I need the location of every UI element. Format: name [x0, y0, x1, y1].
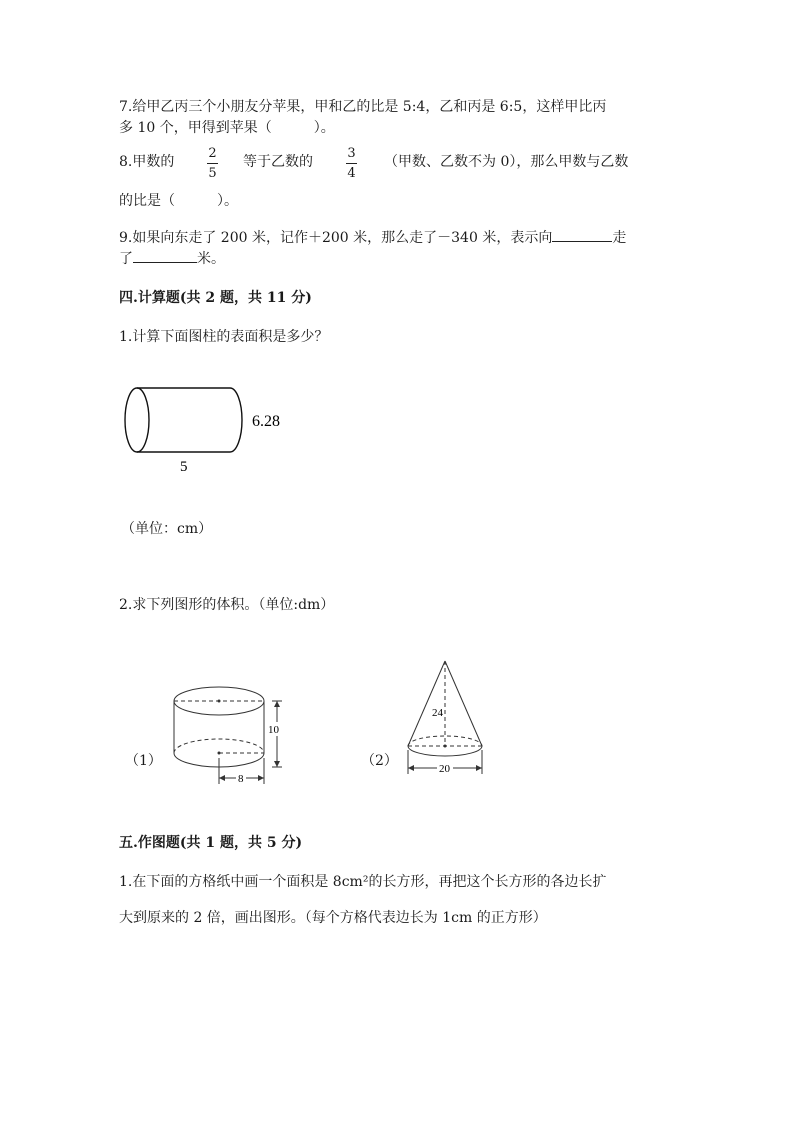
section-4-q1-text: 1.计算下面图柱的表面积是多少？ [119, 329, 329, 345]
q9-line2-start: 了 [119, 251, 133, 267]
section-4-q1-unit: （单位：cm） [121, 521, 213, 537]
q9-line1-text: 9.如果向东走了 200 米，记作＋200 米，那么走了－340 米，表示向 [119, 230, 553, 246]
q8-fraction-2-numerator: 3 [347, 146, 356, 161]
q7-line1: 7.给甲乙丙三个小朋友分苹果，甲和乙的比是 5:4，乙和丙是 6:5，这样甲比丙 [119, 99, 607, 115]
figure-2-height-label: 24 [432, 707, 443, 719]
q9-line1-end: 走 [612, 230, 627, 246]
q8-fraction-2-denominator: 4 [347, 166, 356, 181]
cone-left-side [408, 661, 445, 746]
section-4-q2-text: 2.求下列图形的体积。（单位:dm） [119, 597, 335, 613]
section-5-title: 五.作图题(共 1 题，共 5 分) [119, 835, 303, 851]
cylinder-height-label: 6.28 [252, 413, 280, 430]
figure-2-diameter-label: 20 [439, 763, 450, 775]
q9-line2-end: 米。 [197, 251, 225, 267]
figure-1-label: （1） [125, 753, 162, 769]
q8-fraction-1-denominator: 5 [208, 166, 217, 181]
section-5-q1-line2: 大到原来的 2 倍，画出图形。（每个方格代表边长为 1cm 的正方形） [119, 910, 547, 926]
section-5-q1-line1: 1.在下面的方格纸中画一个面积是 8cm²的长方形，再把这个长方形的各边长扩 [119, 874, 607, 890]
q8-mid: 等于乙数的 [243, 154, 313, 170]
cylinder-length-label: 5 [180, 459, 188, 475]
figure-2-label: （2） [361, 753, 398, 769]
q8-prefix: 8.甲数的 [119, 154, 175, 170]
figure-1-height-label: 10 [268, 724, 279, 736]
q8-line2: 的比是（ ）。 [119, 193, 238, 209]
q7-line2: 多 10 个，甲得到苹果（ ）。 [119, 120, 335, 136]
section-4-title: 四.计算题(共 2 题，共 11 分) [119, 290, 312, 306]
q8-suffix: （甲数、乙数不为 0），那么甲数与乙数 [384, 154, 629, 170]
cone-right-side [445, 661, 482, 746]
figure-1-radius-label: 8 [238, 773, 244, 785]
q8-fraction-1-numerator: 2 [208, 146, 217, 161]
